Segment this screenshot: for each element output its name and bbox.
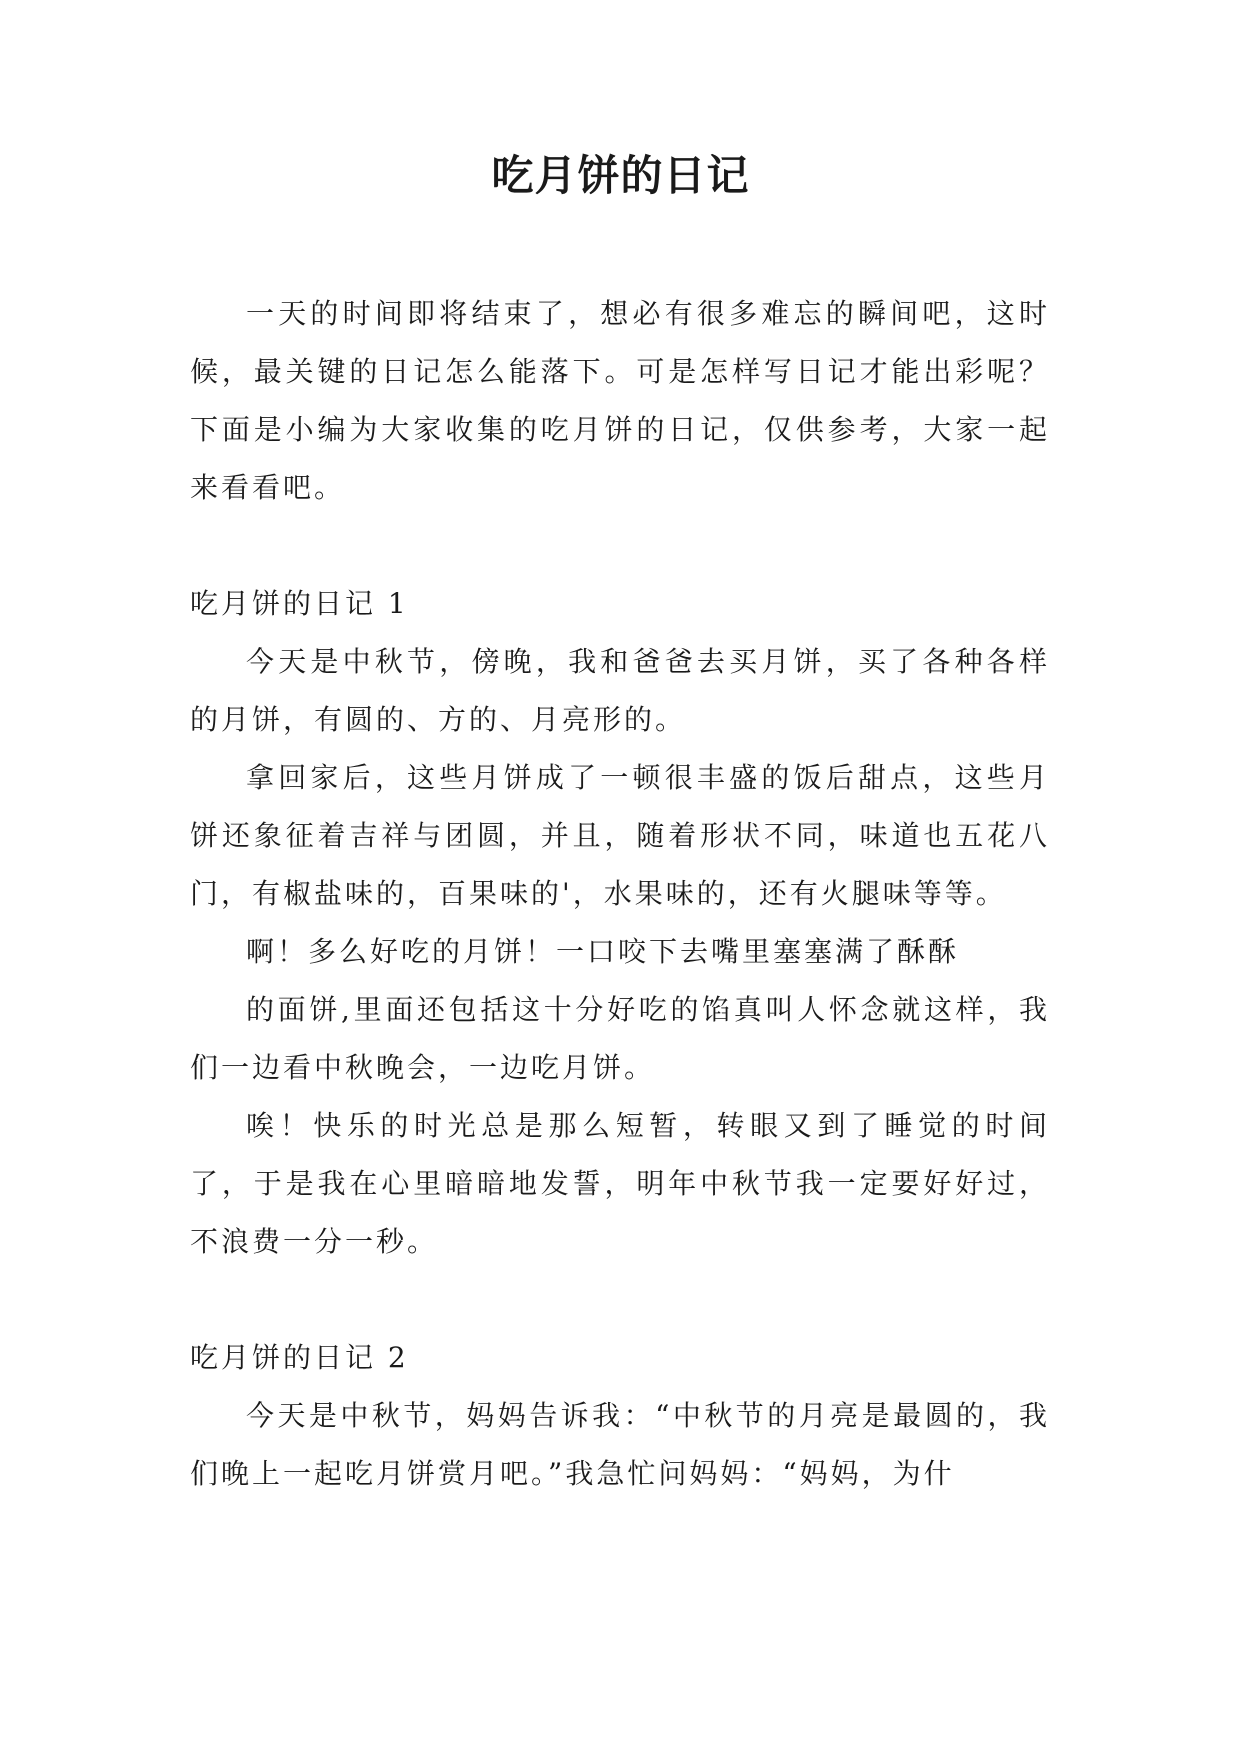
body-paragraph: 唉！快乐的时光总是那么短暂，转眼又到了睡觉的时间了，于是我在心里暗暗地发誓，明年中秋节我一定要好好过，不浪费一分一秒。	[190, 1109, 1050, 1258]
body-paragraph: 拿回家后，这些月饼成了一顿很丰盛的饭后甜点，这些月饼还象征着吉祥与团圆，并且，随着形状不同，味道也五花八门，有椒盐味的，百果味的'，水果味的，还有火腿味等等。	[190, 761, 1050, 910]
section-heading: 吃月饼的日记 2	[190, 1341, 409, 1374]
body-paragraph: 啊！多么好吃的月饼！一口咬下去嘴里塞塞满了酥酥	[246, 935, 960, 968]
body-paragraph: 今天是中秋节，妈妈告诉我：“中秋节的月亮是最圆的，我们晚上一起吃月饼赏月吧。”我急忙问妈妈：“妈妈，为什	[190, 1399, 1050, 1490]
diary-section-2	[190, 1329, 1050, 1503]
section-heading: 吃月饼的日记 1	[190, 587, 409, 620]
intro-paragraph: 一天的时间即将结束了，想必有很多难忘的瞬间吧，这时候，最关键的日记怎么能落下。可是怎样写日记才能出彩呢？下面是小编为大家收集的吃月饼的日记，仅供参考，大家一起来看看吧。	[190, 297, 1050, 504]
body-paragraph: 的面饼,里面还包括这十分好吃的馅真叫人怀念就这样，我们一边看中秋晚会，一边吃月饼。	[190, 993, 1050, 1084]
body-paragraph: 今天是中秋节，傍晚，我和爸爸去买月饼，买了各种各样的月饼，有圆的、方的、月亮形的。	[190, 645, 1050, 736]
diary-section-1	[190, 575, 1050, 1271]
document-title: 吃月饼的日记	[491, 151, 750, 200]
document-body	[190, 285, 1050, 1503]
